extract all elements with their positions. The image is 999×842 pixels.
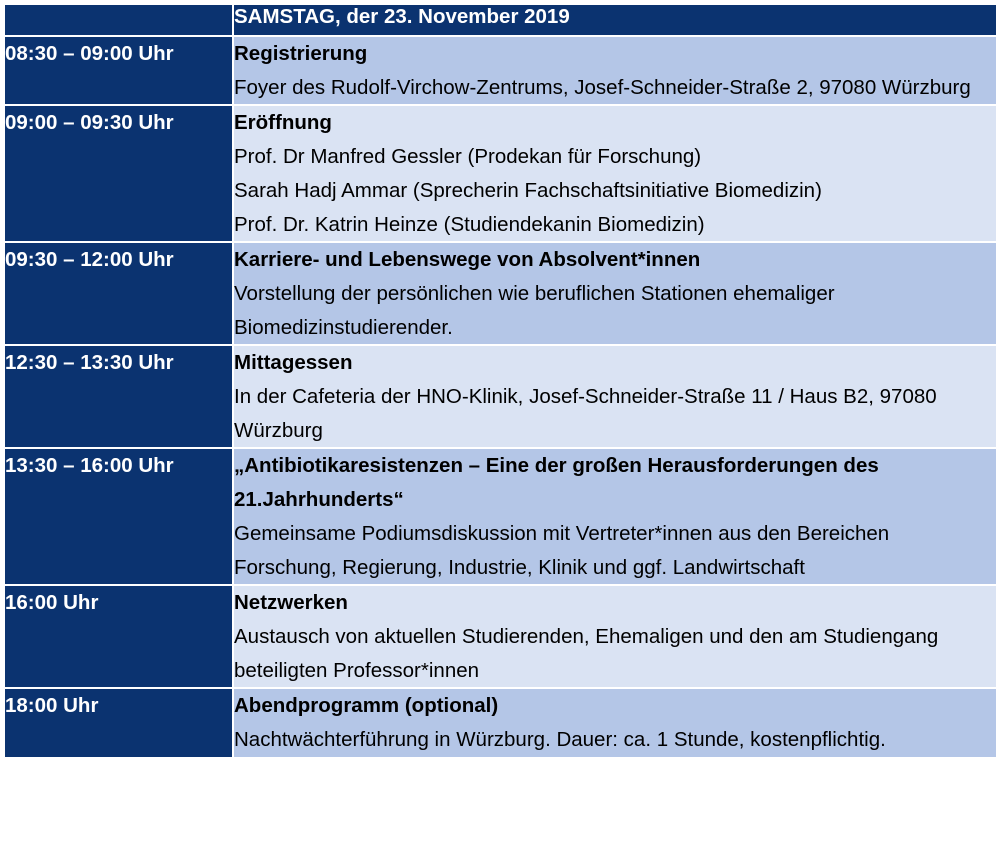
entry-cell — [233, 105, 997, 242]
entry-title: Karriere- und Lebenswege von Absolvent*innen — [234, 248, 701, 272]
entry-text: Vorstellung der persönlichen wie beruflichen Stationen ehemaliger Biomedizinstudierender. — [234, 281, 835, 339]
time-cell: 16:00 Uhr — [4, 585, 233, 688]
schedule-row — [4, 688, 997, 757]
time-cell: 18:00 Uhr — [4, 688, 233, 757]
entry-cell — [233, 448, 997, 585]
entry-title: Mittagessen — [234, 351, 353, 375]
header-row — [4, 4, 997, 36]
header-time-cell — [4, 4, 233, 36]
time-cell: 08:30 – 09:00 Uhr — [4, 36, 233, 105]
time-cell: 09:30 – 12:00 Uhr — [4, 242, 233, 345]
entry-title: Eröffnung — [234, 111, 332, 135]
day-title: SAMSTAG, der 23. November 2019 — [233, 4, 997, 36]
schedule-row — [4, 448, 997, 585]
entry-title: Registrierung — [234, 42, 368, 65]
schedule-row — [4, 36, 997, 105]
entry-cell — [233, 242, 997, 345]
schedule-row — [4, 242, 997, 345]
entry-cell — [233, 585, 997, 688]
entry-title: „Antibiotikaresistenzen – Eine der großen Herausforderungen des 21.Jahrhunderts“ — [234, 454, 879, 512]
entry-title: Abendprogramm (optional) — [234, 694, 499, 718]
entry-text: Foyer des Rudolf-Virchow-Zentrums, Josef-Schneider-Straße 2, 97080 Würzburg — [234, 75, 971, 99]
entry-title: Netzwerken — [234, 591, 348, 615]
entry-text: Gemeinsame Podiumsdiskussion mit Vertreter*innen aus den Bereichen Forschung, Regierung, Industrie, Klinik und ggf. Landwirtschaft — [234, 521, 890, 579]
time-cell: 12:30 – 13:30 Uhr — [4, 345, 233, 448]
entry-text: Sarah Hadj Ammar (Sprecherin Fachschaftsinitiative Biomedizin) — [234, 178, 822, 202]
entry-text: Prof. Dr Manfred Gessler (Prodekan für Forschung) — [234, 145, 702, 169]
entry-text: Austausch von aktuellen Studierenden, Ehemaligen und den am Studiengang beteiligten Professor*innen — [234, 624, 939, 682]
schedule-row — [4, 105, 997, 242]
entry-cell — [233, 345, 997, 448]
entry-cell — [233, 36, 997, 105]
schedule-row — [4, 585, 997, 688]
schedule-row — [4, 345, 997, 448]
time-cell: 09:00 – 09:30 Uhr — [4, 105, 233, 242]
entry-text: In der Cafeteria der HNO-Klinik, Josef-Schneider-Straße 11 / Haus B2, 97080 Würzburg — [234, 385, 937, 442]
entry-text: Nachtwächterführung in Würzburg. Dauer: ca. 1 Stunde, kostenpflichtig. — [234, 728, 886, 752]
entry-text: Prof. Dr. Katrin Heinze (Studiendekanin Biomedizin) — [234, 212, 705, 236]
schedule-table — [3, 3, 998, 759]
time-cell: 13:30 – 16:00 Uhr — [4, 448, 233, 585]
entry-cell — [233, 688, 997, 757]
